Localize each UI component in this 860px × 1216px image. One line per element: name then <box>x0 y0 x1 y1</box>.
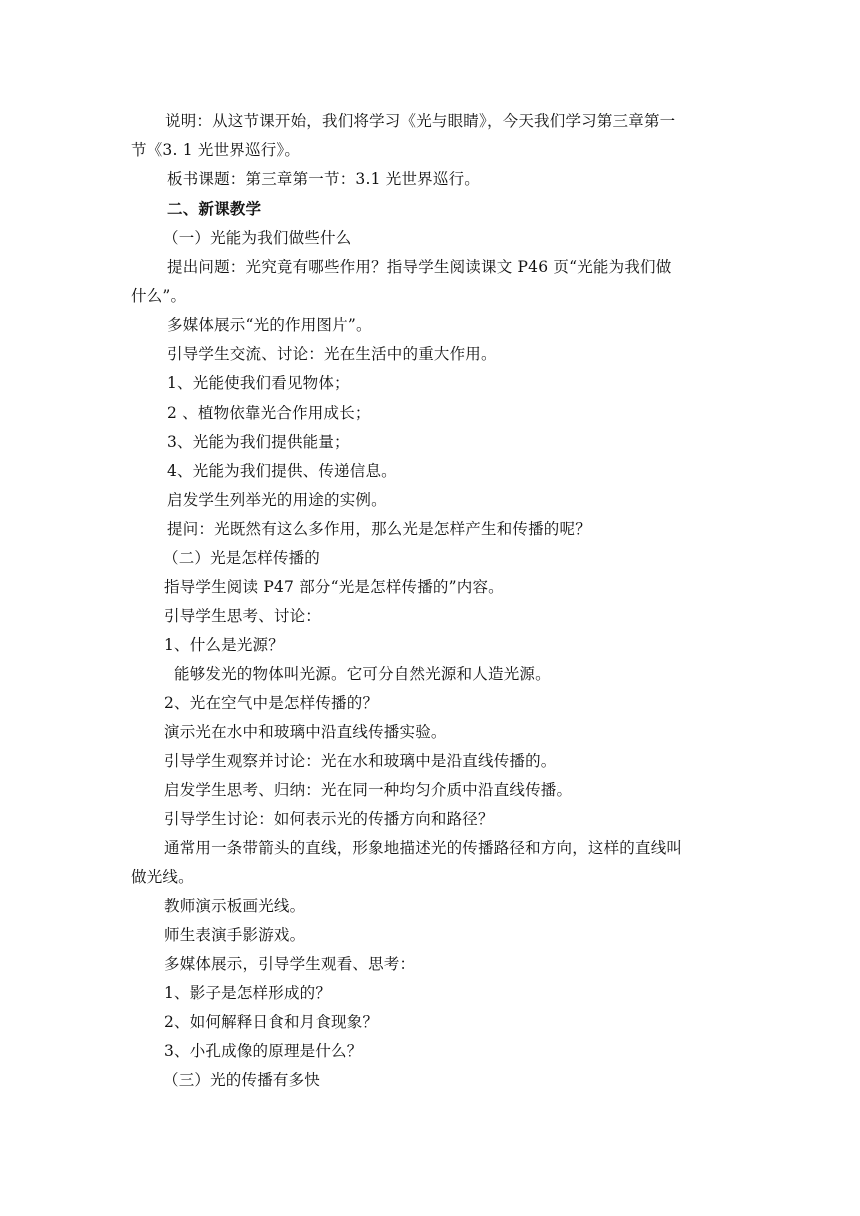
discussion-line-2: 引导学生思考、讨论： <box>164 607 322 625</box>
subsection-heading-3: （三）光的传播有多快 <box>163 1071 321 1089</box>
light-ray-line-2: 做光线。 <box>131 868 194 886</box>
section-heading-new-lesson: 二、新课教学 <box>167 199 262 218</box>
demo-line: 教师演示板画光线。 <box>164 897 306 915</box>
list-item: 1、影子是怎样形成的？ <box>164 984 332 1002</box>
discussion-line-1: 引导学生交流、讨论：光在生活中的重大作用。 <box>167 345 497 363</box>
list-item: 2、光在空气中是怎样传播的？ <box>164 694 379 712</box>
subsection-heading-1: （一）光能为我们做些什么 <box>163 229 352 247</box>
subsection-heading-2: （二）光是怎样传播的 <box>163 549 321 567</box>
question-line-3: 提问：光既然有这么多作用，那么光是怎样产生和传播的呢？ <box>167 520 591 538</box>
list-item: 1、光能使我们看见物体； <box>167 374 350 392</box>
list-item: 4、光能为我们提供、传递信息。 <box>167 462 397 480</box>
conclusion-line: 启发学生思考、归纳：光在同一种均匀介质中沿直线传播。 <box>164 781 573 799</box>
answer-line-light-source: 能够发光的物体叫光源。它可分自然光源和人造光源。 <box>174 665 551 683</box>
multimedia-line-1: 多媒体展示“光的作用图片”。 <box>167 316 372 334</box>
light-ray-line-1: 通常用一条带箭头的直线，形象地描述光的传播路径和方向，这样的直线叫 <box>164 839 683 857</box>
list-item: 3、小孔成像的原理是什么？ <box>164 1042 363 1060</box>
list-item: 1、什么是光源？ <box>164 636 284 654</box>
observation-line: 引导学生观察并讨论：光在水和玻璃中是沿直线传播的。 <box>164 752 557 770</box>
question-line-2: 什么”。 <box>131 287 187 305</box>
list-item: 2、如何解释日食和月食现象？ <box>164 1013 379 1031</box>
examples-line: 启发学生列举光的用途的实例。 <box>167 491 387 509</box>
paragraph-intro-line-2: 节《3. 1 光世界巡行》。 <box>131 141 301 159</box>
multimedia-line-2: 多媒体展示，引导学生观看、思考： <box>164 955 416 973</box>
question-line-1: 提出问题：光究竟有哪些作用？指导学生阅读课文 P46 页“光能为我们做 <box>167 258 672 276</box>
reading-guide-line: 指导学生阅读 P47 部分“光是怎样传播的”内容。 <box>164 578 504 596</box>
list-item: 2 、植物依靠光合作用成长； <box>167 404 371 422</box>
shadow-game-line: 师生表演手影游戏。 <box>164 926 306 944</box>
experiment-line: 演示光在水中和玻璃中沿直线传播实验。 <box>164 723 447 741</box>
board-title-line: 板书课题：第三章第一节：3.1 光世界巡行。 <box>167 170 480 188</box>
paragraph-intro-line-1: 说明：从这节课开始，我们将学习《光与眼睛》，今天我们学习第三章第一 <box>165 112 676 130</box>
discussion-line-3: 引导学生讨论：如何表示光的传播方向和路径？ <box>164 810 494 828</box>
list-item: 3、光能为我们提供能量； <box>167 433 350 451</box>
